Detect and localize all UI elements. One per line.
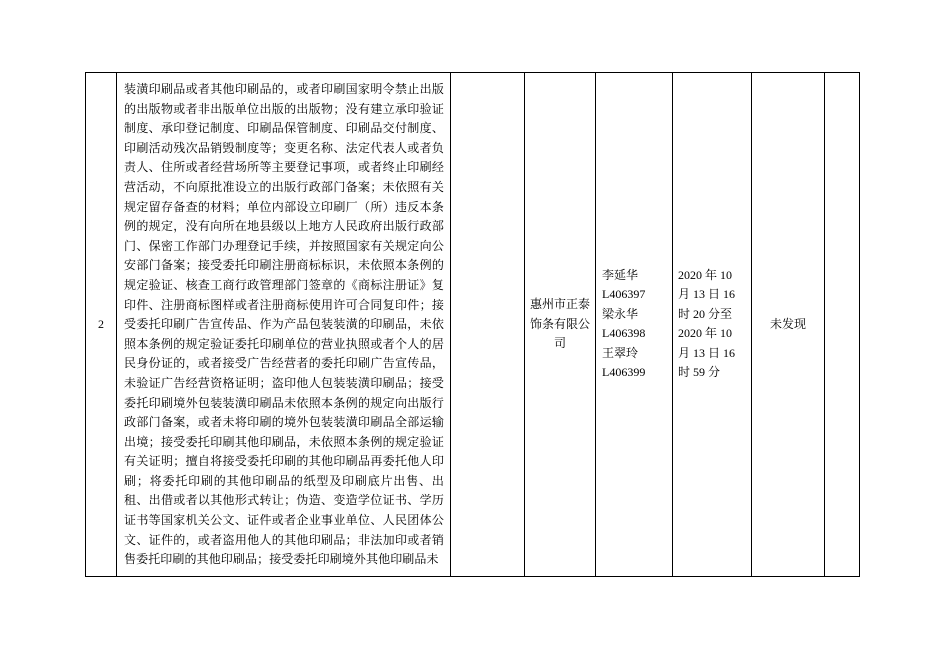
row-time-cell <box>673 73 752 577</box>
inspector-line: 李延华 <box>602 267 639 282</box>
row-company-cell <box>525 73 596 577</box>
time-line: 2020 年 10 <box>678 326 733 341</box>
content-paragraph: 装潢印刷品或者其他印刷品的，或者印刷国家明令禁止出版的出版物或者非出版单位出版的出版物；没有建立承印验证制度、承印登记制度、印刷品保管制度、印刷品交付制度、印刷活动残次品销毁制度等；变更名称、法定代表人或者负责人、住所或者经营场所等主要登记事项，或者终止印刷经营活动，不向原批准设立的出版行政部门备案；未依照有关规定留存备查的材料；单位内部设立印刷厂（所）违反本条例的规定，没有向所在地县级以上地方人民政府出版行政部门、保密工作部门办理登记手续，并按照国家有关规定向公安部门备案；接受委托印刷注册商标标识，未依照本条例的规定验证、核查工商行政管理部门签章的《商标注册证》复印件、注册商标图样或者注册商标使用许可合同复印件；接受委托印刷广告宣传品、作为产品包装装潢的印刷品，未依照本条例的规定验证委托印刷单位的营业执照或者个人的居民身份证的，或者接受广告经营者的委托印刷广告宣传品，未验证广告经营资格证明；盗印他人包装装潢印刷品；接受委托印刷境外包装装潢印刷品未依照本条例的规定向出版行政部门备案，或者未将印刷的境外包装装潢印刷品全部运输出境；接受委托印刷其他印刷品，未依照本条例的规定验证有关证明；擅自将接受委托印刷的其他印刷品再委托他人印刷；将委托印刷的其他印刷品的纸型及印刷底片出售、出租、出借或者以其他形式转让；伪造、变造学位证书、学历证书等国家机关公文、证件或者企业事业单位、人民团体公文、证件的，或者盗用他人的其他印刷品；非法加印或者销售委托印刷的其他印刷品；接受委托印刷境外其他印刷品未 <box>124 82 444 567</box>
row-inspectors-cell <box>596 73 673 577</box>
row-index-cell <box>86 73 117 577</box>
time-line: 月 13 日 16 <box>678 345 736 360</box>
row-index-value: 2 <box>98 316 104 331</box>
inspection-time <box>673 266 751 383</box>
result-value: 未发现 <box>769 316 806 331</box>
time-line: 时 59 分 <box>678 365 721 380</box>
company-name: 惠州市正泰饰条有限公司 <box>529 297 590 351</box>
time-line: 月 13 日 16 <box>678 287 736 302</box>
inspector-line: 王翠玲 <box>602 345 639 360</box>
inspection-record-table <box>85 72 860 577</box>
inspector-line: L406398 <box>602 326 646 341</box>
inspector-line: L406397 <box>602 287 646 302</box>
row-blank-cell-1 <box>451 73 525 577</box>
time-line: 时 20 分至 <box>678 306 733 321</box>
row-content-cell <box>117 73 451 577</box>
row-result-cell <box>752 73 825 577</box>
time-line: 2020 年 10 <box>678 267 733 282</box>
inspector-list <box>596 266 672 383</box>
inspector-line: 梁永华 <box>602 306 639 321</box>
inspector-line: L406399 <box>602 365 646 380</box>
row-blank-cell-2 <box>825 73 860 577</box>
table-row <box>86 73 860 577</box>
